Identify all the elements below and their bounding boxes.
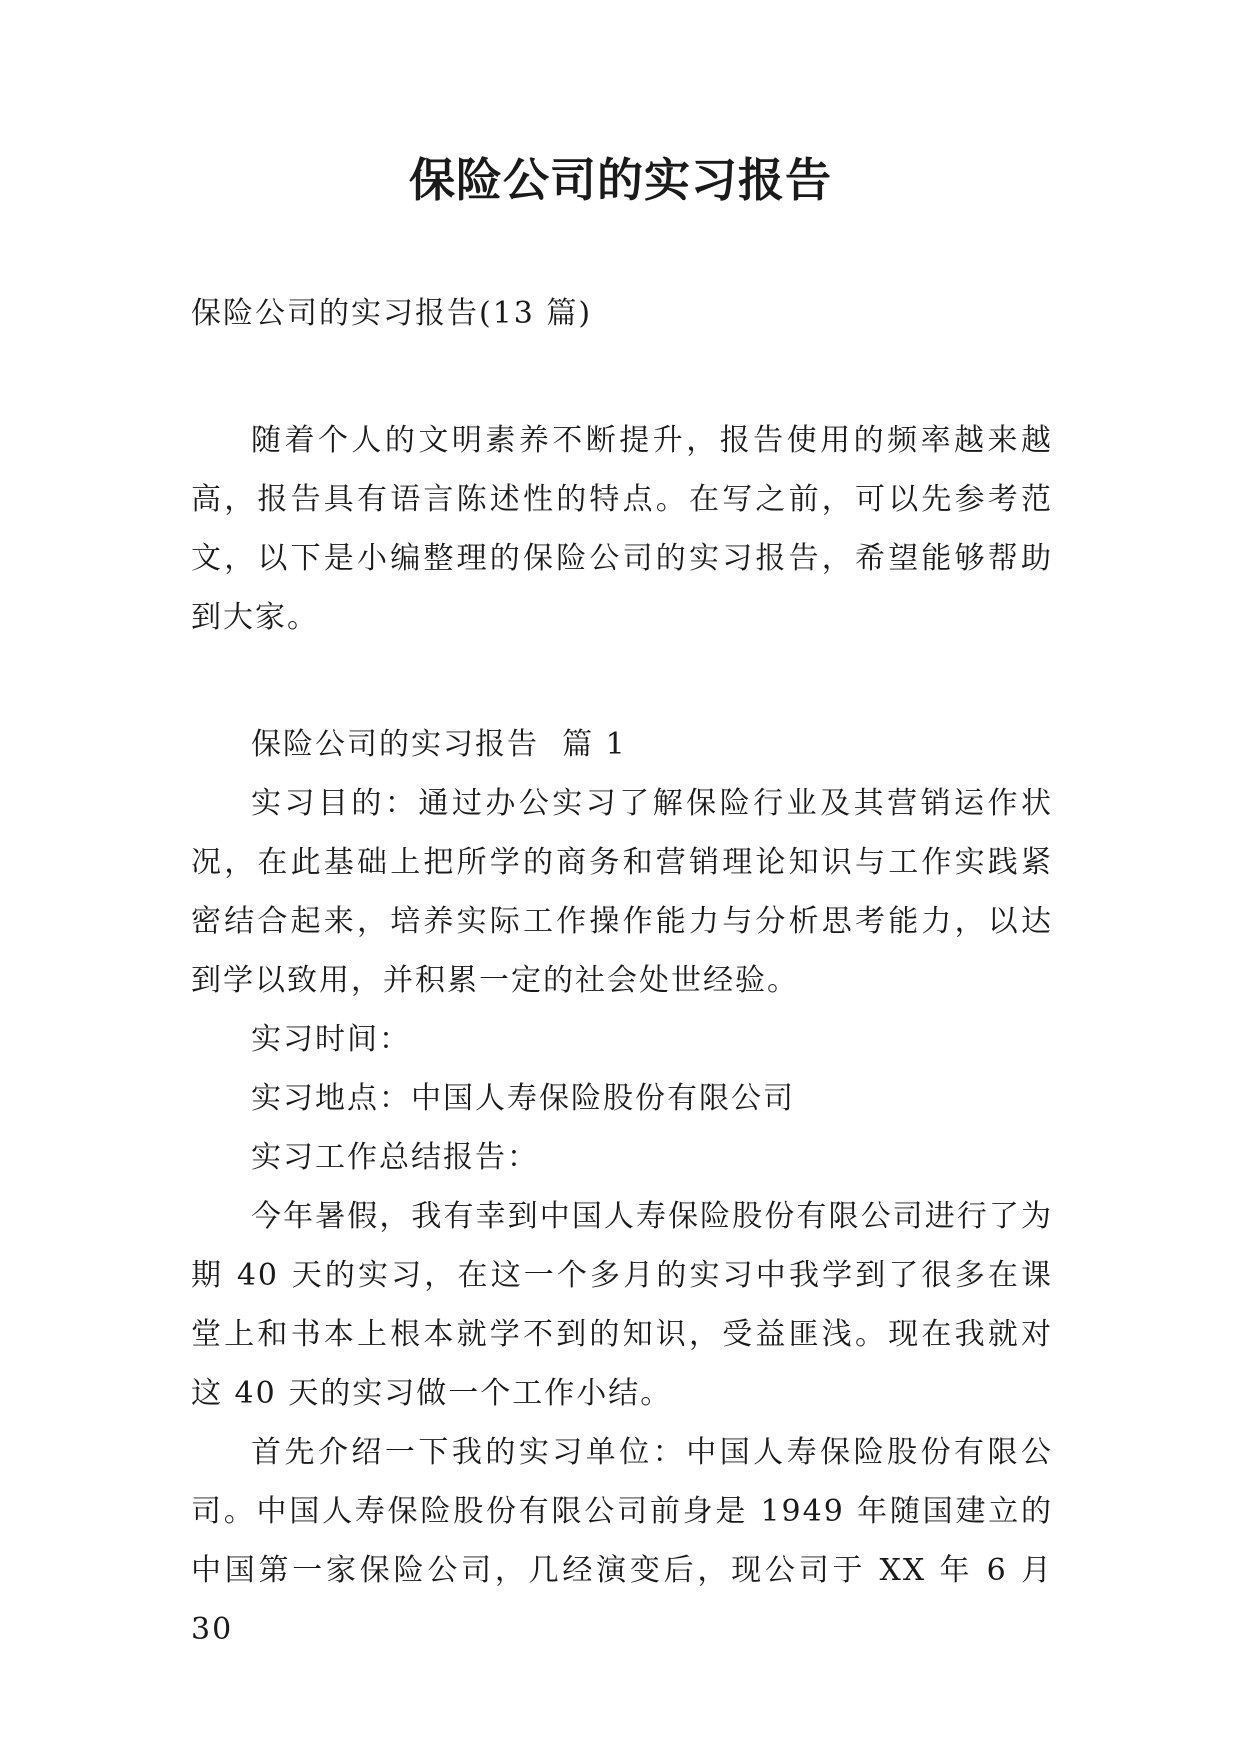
paragraph-summary-label: 实习工作总结报告：: [251, 1140, 539, 1175]
document-subtitle: 保险公司的实习报告(13 篇): [191, 296, 593, 331]
document-title: 保险公司的实习报告: [409, 153, 832, 207]
document-body: [191, 284, 1053, 1659]
paragraph-company-intro: 首先介绍一下我的实习单位：中国人寿保险股份有限公司。中国人寿保险股份有限公司前身是 1949 年随国建立的中国第一家保险公司，几经演变后，现公司于 XX 年 6 月 30: [191, 1435, 1053, 1647]
intro-paragraph: 随着个人的文明素养不断提升，报告使用的频率越来越高，报告具有语言陈述性的特点。在写之前，可以先参考范文，以下是小编整理的保险公司的实习报告，希望能够帮助到大家。: [191, 423, 1053, 635]
paragraph-summer: 今年暑假，我有幸到中国人寿保险股份有限公司进行了为期 40 天的实习，在这一个多月的实习中我学到了很多在课堂上和书本上根本就学不到的知识，受益匪浅。现在我就对这 40 天的实习做一个工作小结。: [191, 1199, 1053, 1411]
spacer: [191, 343, 1053, 411]
paragraph-time: 实习时间：: [251, 1022, 411, 1057]
paragraph-location: 实习地点：中国人寿保险股份有限公司: [251, 1081, 795, 1116]
paragraph-purpose: 实习目的：通过办公实习了解保险行业及其营销运作状况，在此基础上把所学的商务和营销理论知识与工作实践紧密结合起来，培养实际工作操作能力与分析思考能力，以达到学以致用，并积累一定的社会处世经验。: [191, 786, 1053, 998]
spacer: [191, 647, 1053, 715]
section-heading: 保险公司的实习报告 篇 1: [251, 727, 627, 762]
